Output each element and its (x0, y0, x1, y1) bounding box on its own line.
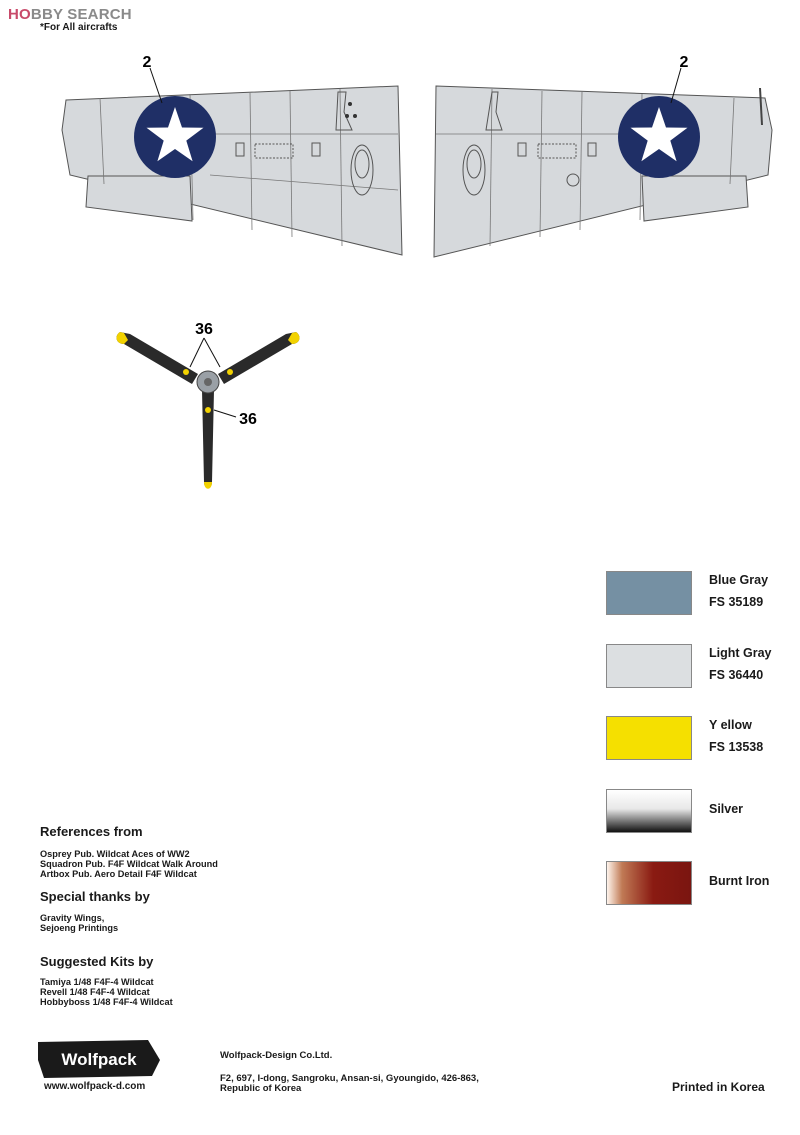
propeller-blade-bottom (202, 390, 214, 489)
wolfpack-url: www.wolfpack-d.com (44, 1081, 146, 1092)
for-all-aircrafts-note: *For All aircrafts (40, 22, 118, 33)
propeller-blade-right (218, 332, 299, 384)
swatch-code: FS 36440 (709, 668, 764, 682)
wolfpack-logo-text: Wolfpack (61, 1050, 137, 1069)
swatch-chip (606, 789, 692, 833)
address-line-1: F2, 697, I-dong, Sangroku, Ansan-si, Gyoungido, 426-863, (220, 1073, 479, 1084)
propeller-callout-side: 36 (239, 411, 257, 428)
swatch-name: Blue Gray (709, 573, 769, 587)
reference-line: Artbox Pub. Aero Detail F4F Wildcat (40, 869, 197, 879)
printed-in-korea: Printed in Korea (672, 1080, 765, 1094)
swatch-burnt-iron (606, 861, 796, 905)
left-wing (62, 86, 402, 255)
thanks-line: Sejoeng Printings (40, 923, 119, 933)
propeller-blade-left (117, 332, 198, 384)
wolfpack-logo (38, 1040, 160, 1078)
swatch-name: Silver (709, 802, 744, 816)
swatch-name: Burnt Iron (709, 874, 770, 888)
swatch-name: Light Gray (709, 646, 772, 660)
special-thanks-title: Special thanks by (40, 889, 150, 904)
company-name: Wolfpack-Design Co.Ltd. (220, 1050, 333, 1061)
reference-line: Osprey Pub. Wildcat Aces of WW2 (40, 849, 190, 859)
swatch-chip (606, 644, 692, 688)
swatch-code: FS 13538 (709, 740, 764, 754)
thanks-line: Gravity Wings, (40, 913, 105, 923)
swatch-name: Y ellow (709, 718, 752, 732)
swatch-chip (606, 716, 692, 760)
right-wing (434, 86, 772, 257)
swatch-chip (606, 571, 692, 615)
right-insignia-callout: 2 (679, 54, 689, 71)
kit-line: Hobbyboss 1/48 F4F-4 Wildcat (40, 997, 173, 1007)
references-title: References from (40, 824, 143, 839)
kit-line: Revell 1/48 F4F-4 Wildcat (40, 987, 150, 997)
hobby-search-logo: HOBBY SEARCH (8, 6, 132, 23)
swatch-silver (606, 789, 796, 833)
swatch-code: FS 35189 (709, 595, 764, 609)
propeller-diagram (100, 310, 320, 500)
swatch-blue-gray (606, 571, 796, 615)
suggested-kits-title: Suggested Kits by (40, 954, 154, 969)
swatch-yellow (606, 716, 796, 760)
reference-line: Squadron Pub. F4F Wildcat Walk Around (40, 859, 218, 869)
left-insignia-callout: 2 (142, 54, 152, 71)
wing-underside-diagram (0, 40, 800, 270)
swatch-chip (606, 861, 692, 905)
swatch-light-gray (606, 644, 796, 688)
propeller-callout-top: 36 (195, 321, 213, 338)
address-line-2: Republic of Korea (220, 1083, 302, 1094)
kit-line: Tamiya 1/48 F4F-4 Wildcat (40, 977, 154, 987)
